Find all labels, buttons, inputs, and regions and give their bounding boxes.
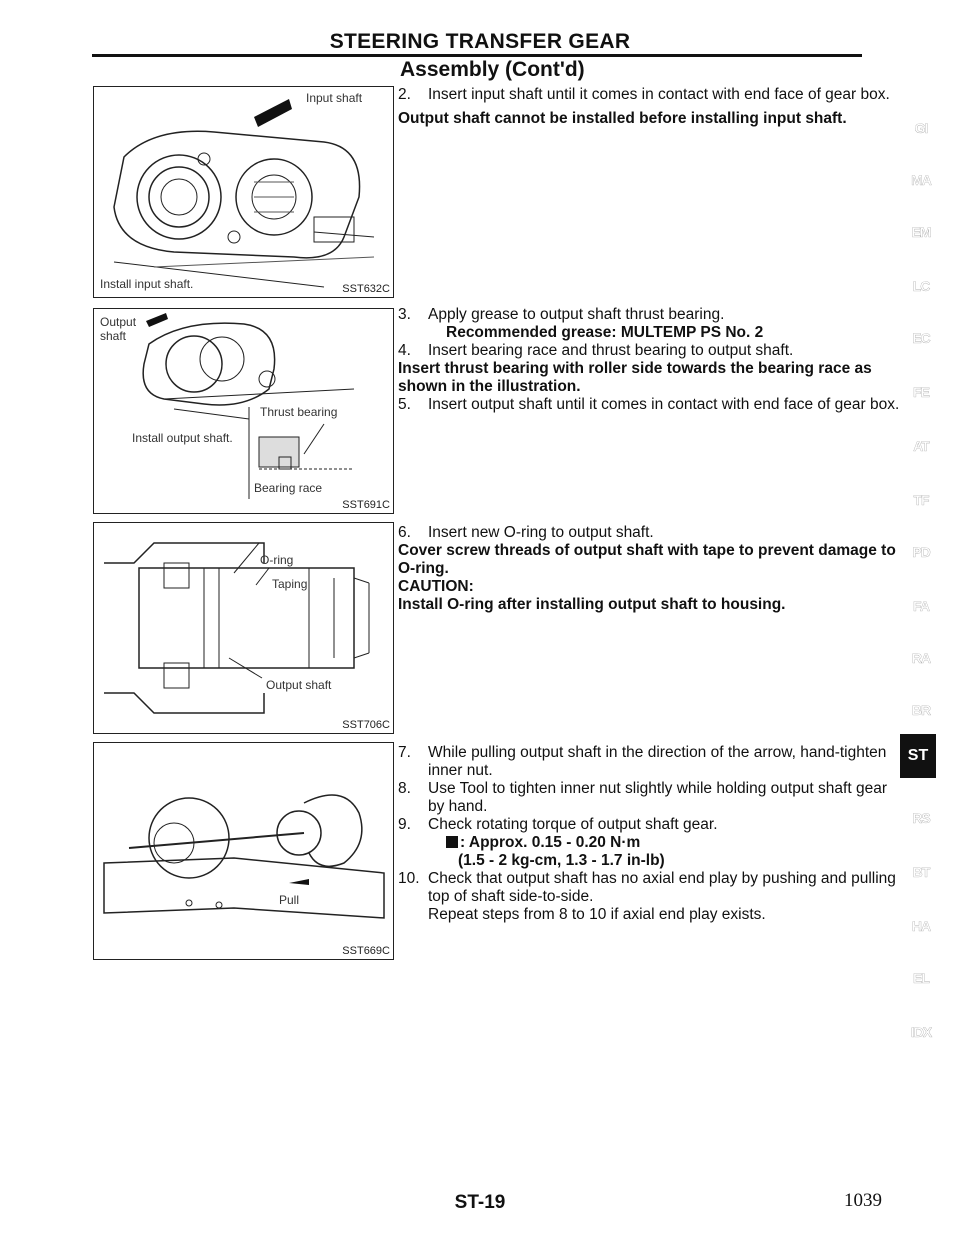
output-shaft-illustration <box>94 309 394 514</box>
step-text: Repeat steps from 8 to 10 if axial end play exists. <box>428 906 766 923</box>
tab-em[interactable]: EM <box>911 224 931 240</box>
figure-code: SST706C <box>342 719 390 731</box>
header-rule <box>92 54 862 57</box>
step-text: Apply grease to output shaft thrust bearing. <box>428 306 725 323</box>
caution-text: Install O-ring after installing output shaft to housing. <box>398 596 786 613</box>
step-text: Use Tool to tighten inner nut slightly while holding output shaft gear by hand. <box>428 780 887 815</box>
o-ring-illustration <box>94 523 394 733</box>
text-block-o-ring <box>398 524 903 614</box>
tab-gi[interactable]: GI <box>914 120 928 136</box>
tab-pd[interactable]: PD <box>912 544 930 560</box>
step-number: 3. <box>398 306 411 323</box>
step-text: Insert bearing race and thrust bearing to output shaft. <box>428 342 794 359</box>
page-number: 1039 <box>844 1190 882 1211</box>
tab-fa[interactable]: FA <box>913 598 929 614</box>
label-bearing-race: Bearing race <box>254 481 323 495</box>
step-text: While pulling output shaft in the direction of the arrow, hand-tighten inner nut. <box>428 744 887 779</box>
step-number: 2. <box>398 86 411 103</box>
step-number: 6. <box>398 524 411 541</box>
figure-code: SST632C <box>342 283 390 295</box>
tab-tf[interactable]: TF <box>913 492 929 508</box>
label-output: Output <box>100 315 137 329</box>
label-output-shaft: Output shaft <box>266 678 332 692</box>
torque-spec: : Approx. 0.15 - 0.20 N·m <box>460 834 641 851</box>
torque-spec-alt: (1.5 - 2 kg-cm, 1.3 - 1.7 in-lb) <box>458 852 665 869</box>
tab-at[interactable]: AT <box>913 438 929 454</box>
caution-label: CAUTION: <box>398 578 474 595</box>
recommended-grease: Recommended grease: MULTEMP PS No. 2 <box>446 324 764 341</box>
tab-rs[interactable]: RS <box>912 810 930 826</box>
text-block-output-shaft <box>398 306 903 414</box>
gear-box-illustration <box>94 87 394 297</box>
label-thrust-bearing: Thrust bearing <box>260 405 338 419</box>
tab-ra[interactable]: RA <box>911 650 931 666</box>
step-number: 9. <box>398 816 411 833</box>
note-bold: Insert thrust bearing with roller side towards the bearing race as shown in the illustration. <box>398 360 872 395</box>
tab-bt[interactable]: BT <box>912 864 930 880</box>
text-block-torque <box>398 744 903 924</box>
tab-st-active[interactable]: ST <box>900 734 936 778</box>
figure-install-output-shaft <box>93 308 394 514</box>
step-number: 5. <box>398 396 411 413</box>
note-bold: Cover screw threads of output shaft with tape to prevent damage to O-ring. <box>398 542 896 577</box>
label-pull: Pull <box>279 893 300 907</box>
label-input-shaft: Input shaft <box>306 91 363 105</box>
tab-ma[interactable]: MA <box>911 172 931 188</box>
tab-el[interactable]: EL <box>913 970 929 986</box>
section-title: Assembly (Cont'd) <box>400 58 585 81</box>
caption-install-output-shaft: Install output shaft. <box>132 431 233 445</box>
step-text: Insert new O-ring to output shaft. <box>428 524 654 541</box>
step-number: 4. <box>398 342 411 359</box>
step-text: Check rotating torque of output shaft gear. <box>428 816 718 833</box>
label-o-ring: O-ring <box>260 553 294 567</box>
figure-code: SST691C <box>342 499 390 511</box>
label-taping: Taping <box>272 577 308 591</box>
tab-br[interactable]: BR <box>911 702 931 718</box>
tab-idx[interactable]: IDX <box>910 1024 932 1040</box>
figure-o-ring-taping <box>93 522 394 734</box>
tighten-nut-illustration <box>94 743 394 958</box>
tab-fe[interactable]: FE <box>913 384 929 400</box>
page-code: ST-19 <box>454 1192 506 1213</box>
text-block-input-shaft <box>398 86 903 128</box>
figure-install-input-shaft <box>93 86 394 298</box>
step-text: Check that output shaft has no axial end play by pushing and pulling top of shaft side-to-side. <box>428 870 896 905</box>
step-text: Insert output shaft until it comes in contact with end face of gear box. <box>428 396 900 413</box>
tab-ec[interactable]: EC <box>912 330 930 346</box>
step-number: 7. <box>398 744 411 761</box>
figure-code: SST669C <box>342 945 390 957</box>
step-number: 8. <box>398 780 411 797</box>
tab-lc[interactable]: LC <box>912 278 930 294</box>
caption-install-input-shaft: Install input shaft. <box>100 277 194 291</box>
step-number: 10. <box>398 870 420 887</box>
page-title: STEERING TRANSFER GEAR <box>329 30 631 53</box>
label-shaft: shaft <box>100 329 127 343</box>
figure-pull-output-shaft <box>93 742 394 960</box>
step-text: Insert input shaft until it comes in contact with end face of gear box. <box>428 86 890 103</box>
tab-ha[interactable]: HA <box>911 918 931 934</box>
note-bold: Output shaft cannot be installed before installing input shaft. <box>398 110 847 127</box>
torque-wrench-icon <box>446 836 458 848</box>
